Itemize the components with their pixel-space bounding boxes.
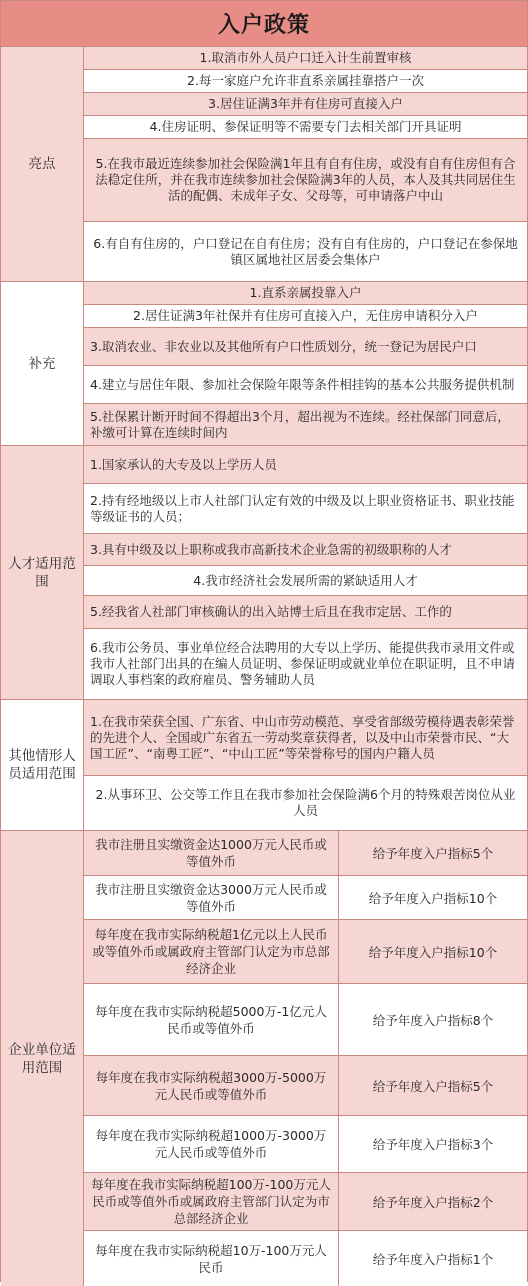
- enterprise-quota: 给予年度入户指标3个: [372, 1137, 494, 1152]
- enterprise-row: [84, 1231, 527, 1286]
- enterprise-row: [84, 876, 527, 920]
- talent-item: 2.持有经地级以上市人社部门认定有效的中级及以上职业资格证书、职业技能等级证书的人员；: [84, 484, 527, 534]
- supplement-item: 3.取消农业、非农业以及其他所有户口性质划分，统一登记为居民户口: [84, 328, 527, 366]
- section-label-talent: 人才适用范围: [1, 446, 84, 699]
- page-title: 入户政策: [1, 1, 527, 47]
- talent-item: 5.经我省人社部门审核确认的出入站博士后且在我市定居、工作的: [84, 596, 527, 629]
- enterprise-condition: 每年度在我市实际纳税超10万-100万元人民币: [84, 1231, 339, 1286]
- enterprise-quota: 给予年度入户指标5个: [372, 846, 494, 861]
- enterprise-quota: 给予年度入户指标10个: [368, 890, 498, 906]
- enterprise-row: [84, 831, 527, 876]
- supplement-item: 4.建立与居住年限、参加社会保险年限等条件相挂钩的基本公共服务提供机制: [84, 366, 527, 404]
- enterprise-quota: 给予年度入户指标1个: [372, 1251, 494, 1267]
- section-enterprise: [1, 831, 527, 1286]
- enterprise-row: [84, 1173, 527, 1231]
- enterprise-condition: 每年度在我市实际纳税超1000万-3000万元人民币或等值外币: [84, 1116, 339, 1172]
- highlight-item: 4.住房证明、参保证明等不需要专门去相关部门开具证明: [84, 116, 527, 139]
- section-label-enterprise: 企业单位适用范围: [1, 831, 84, 1286]
- section-supplement: [1, 282, 527, 446]
- section-label-highlights: 亮点: [1, 47, 84, 281]
- enterprise-quota: 给予年度入户指标8个: [372, 1012, 494, 1028]
- enterprise-condition: 每年度在我市实际纳税超5000万-1亿元人民币或等值外币: [84, 984, 339, 1055]
- enterprise-condition: 我市注册且实缴资金达3000万元人民币或等值外币: [84, 876, 339, 919]
- section-label-supplement: 补充: [1, 282, 84, 445]
- enterprise-quota: 给予年度入户指标10个: [368, 944, 498, 960]
- talent-list: [84, 446, 527, 699]
- enterprise-condition: 每年度在我市实际纳税超100万-100万元人民币或等值外币或属政府主管部门认定为市总部经济企业: [84, 1173, 339, 1230]
- section-other: [1, 700, 527, 831]
- other-list: [84, 700, 527, 830]
- section-label-other: 其他情形人员适用范围: [1, 700, 84, 830]
- enterprise-row: [84, 920, 527, 984]
- other-item: 1.在我市荣获全国、广东省、中山市劳动模范、享受省部级劳模待遇表彰荣誉的先进个人、全国或广东省五一劳动奖章获得者，以及中山市荣誉市民、“大国工匠”、“南粤工匠”、“中山工匠”等荣誉称号的国内户籍人员: [84, 700, 527, 776]
- highlight-item: 5.在我市最近连续参加社会保险满1年且有自有住房，或没有自有住房但有合法稳定住所，并在我市连续参加社会保险满3年的人员，本人及其共同居住生活的配偶、未成年子女、父母等，可申请落户中山: [84, 139, 527, 222]
- talent-item: 6.我市公务员、事业单位经合法聘用的大专以上学历、能提供我市录用文件或我市人社部门出具的在编人员证明、参保证明或就业单位在职证明，且不申请调取人事档案的政府雇员、警务辅助人员: [84, 629, 527, 699]
- section-talent: [1, 446, 527, 700]
- other-item: 2.从事环卫、公交等工作且在我市参加社会保险满6个月的特殊艰苦岗位从业人员: [84, 776, 527, 830]
- supplement-item: 1.直系亲属投靠入户: [84, 282, 527, 305]
- enterprise-row: [84, 1116, 527, 1173]
- highlight-item: 6.有自有住房的，户口登记在自有住房；没有自有住房的，户口登记在参保地镇区属地社区居委会集体户: [84, 222, 527, 281]
- enterprise-quota: 给予年度入户指标5个: [372, 1078, 494, 1094]
- enterprise-row: [84, 984, 527, 1056]
- highlight-item: 3.居住证满3年并有住房可直接入户: [84, 93, 527, 116]
- enterprise-row: [84, 1056, 527, 1116]
- enterprise-condition: 每年度在我市实际纳税超1亿元以上人民币或等值外币或属政府主管部门认定为市总部经济企业: [84, 920, 339, 983]
- highlight-item: 2.每一家庭户允许非直系亲属挂靠搭户一次: [84, 70, 527, 93]
- supplement-item: 5.社保累计断开时间不得超出3个月，超出视为不连续。经社保部门同意后，补缴可计算在连续时间内: [84, 404, 527, 445]
- enterprise-table: [84, 831, 527, 1286]
- enterprise-condition: 每年度在我市实际纳税超3000万-5000万元人民币或等值外币: [84, 1056, 339, 1115]
- talent-item: 4.我市经济社会发展所需的紧缺适用人才: [84, 566, 527, 596]
- highlights-list: [84, 47, 527, 281]
- enterprise-condition: 我市注册且实缴资金达1000万元人民币或等值外币: [84, 831, 339, 875]
- supplement-item: 2.居住证满3年社保并有住房可直接入户，无住房申请积分入户: [84, 305, 527, 328]
- supplement-list: [84, 282, 527, 445]
- section-highlights: [1, 47, 527, 282]
- highlight-item: 1.取消市外人员户口迁入计生前置审核: [84, 47, 527, 70]
- talent-item: 1.国家承认的大专及以上学历人员: [84, 446, 527, 484]
- enterprise-quota: 给予年度入户指标2个: [372, 1194, 494, 1210]
- talent-item: 3.具有中级及以上职称或我市高新技术企业急需的初级职称的人才: [84, 534, 527, 566]
